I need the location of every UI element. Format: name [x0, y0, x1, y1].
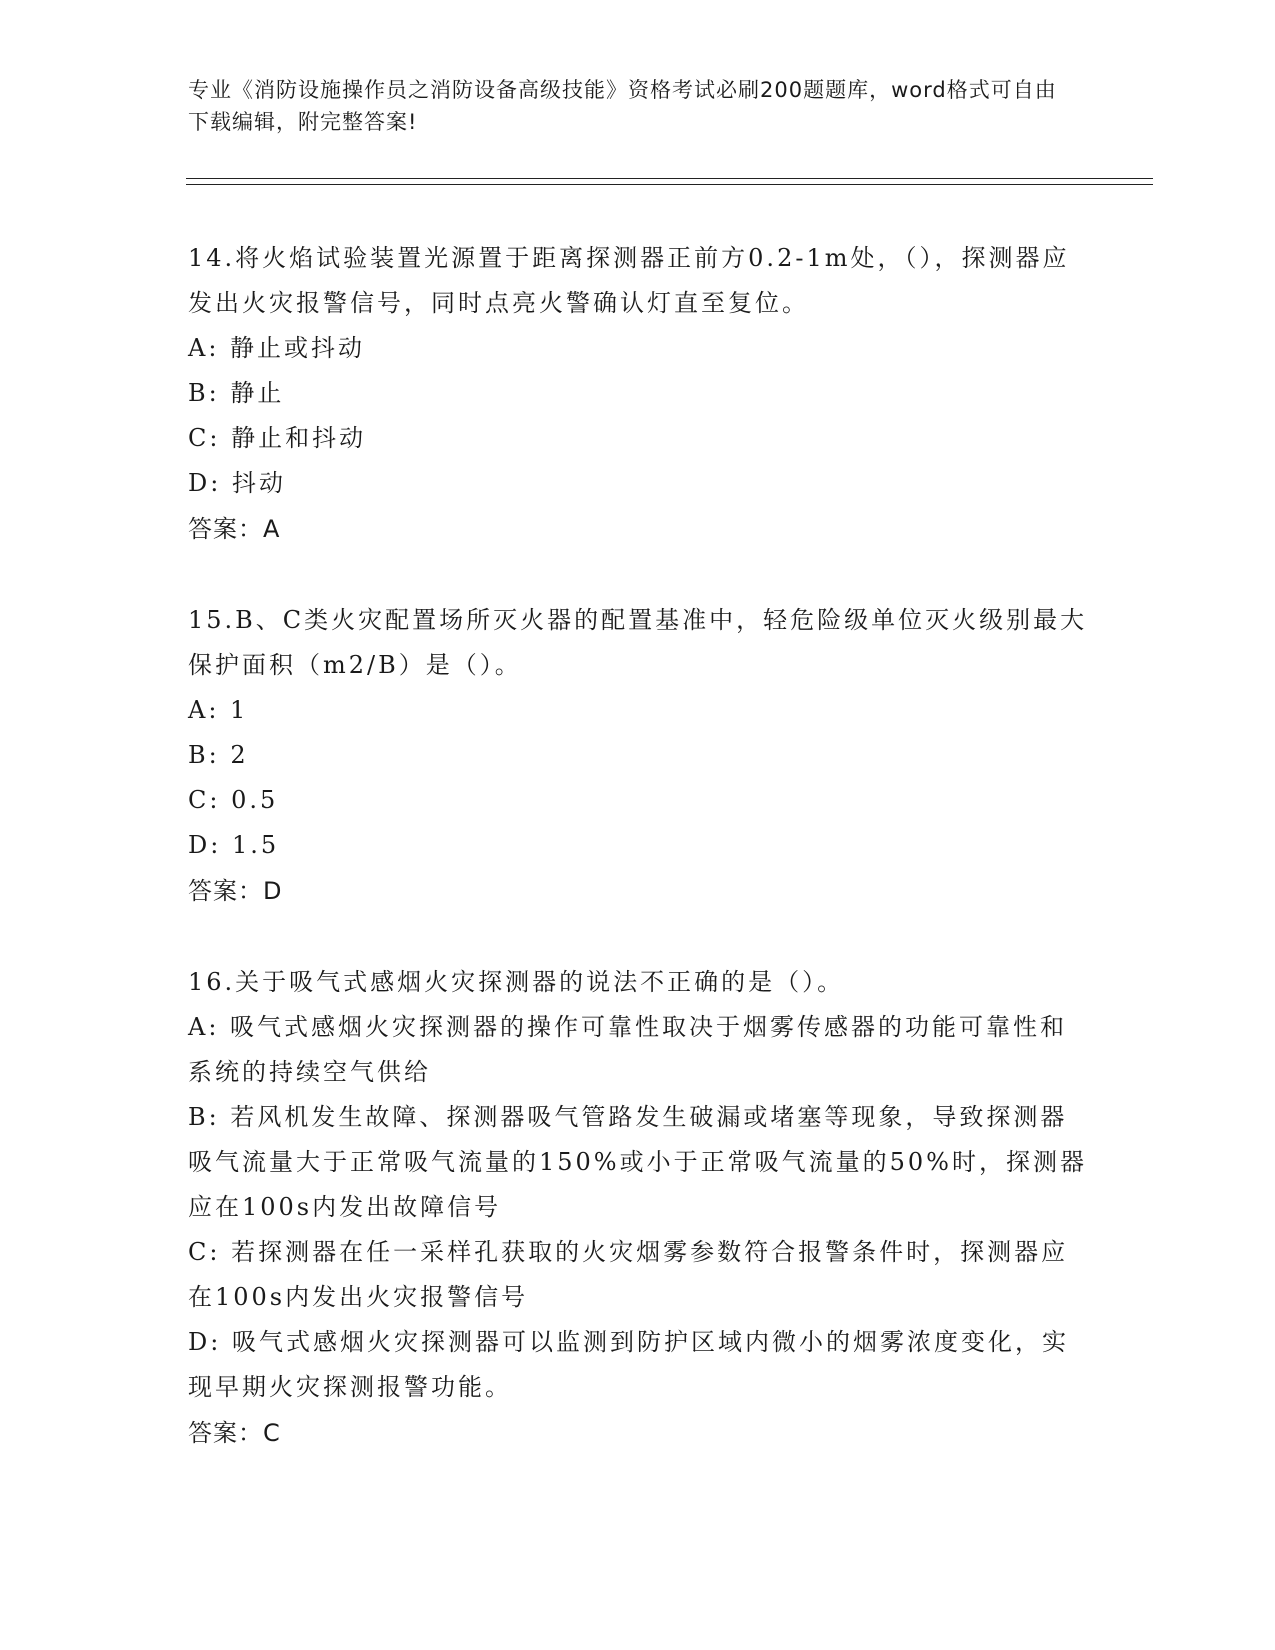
answer: 答案：D	[188, 877, 283, 905]
option-c: C: 若探测器在任一采样孔获取的火灾烟雾参数符合报警条件时，探测器应在100s内发出火灾报警信号	[188, 1238, 1069, 1311]
option-b: B: 2	[188, 741, 249, 769]
header-divider-bottom	[186, 184, 1153, 185]
option-a: A: 吸气式感烟火灾探测器的操作可靠性取决于烟雾传感器的功能可靠性和系统的持续空气供给	[188, 1013, 1068, 1086]
option-b: B: 若风机发生故障、探测器吸气管路发生破漏或堵塞等现象，导致探测器吸气流量大于正常吸气流量的150%或小于正常吸气流量的50%时，探测器应在100s内发出故障信号	[188, 1103, 1087, 1221]
header-divider-top	[186, 178, 1153, 179]
option-d: D: 吸气式感烟火灾探测器可以监测到防护区域内微小的烟雾浓度变化，实现早期火灾探测报警功能。	[188, 1328, 1069, 1401]
question-16	[188, 960, 1088, 1456]
question-list	[188, 236, 1088, 1502]
answer: 答案：C	[188, 1419, 281, 1447]
question-text: 15.B、C类火灾配置场所灭火器的配置基准中，轻危险级单位灭火级别最大保护面积（m2/B）是（）。	[188, 606, 1088, 679]
question-15	[188, 598, 1088, 914]
document-header: 专业《消防设施操作员之消防设备高级技能》资格考试必刷200题题库，word格式可自由下载编辑，附完整答案!	[188, 78, 1057, 134]
question-14	[188, 236, 1088, 552]
option-c: C: 静止和抖动	[188, 424, 367, 452]
option-a: A: 1	[188, 696, 249, 724]
question-text: 16.关于吸气式感烟火灾探测器的说法不正确的是（）。	[188, 968, 845, 996]
option-c: C: 0.5	[188, 786, 279, 814]
option-d: D: 1.5	[188, 831, 280, 859]
answer: 答案：A	[188, 515, 281, 543]
option-d: D: 抖动	[188, 469, 286, 497]
option-a: A: 静止或抖动	[188, 334, 366, 362]
option-b: B: 静止	[188, 379, 285, 407]
question-text: 14.将火焰试验装置光源置于距离探测器正前方0.2-1m处，（），探测器应发出火灾报警信号，同时点亮火警确认灯直至复位。	[188, 244, 1070, 317]
